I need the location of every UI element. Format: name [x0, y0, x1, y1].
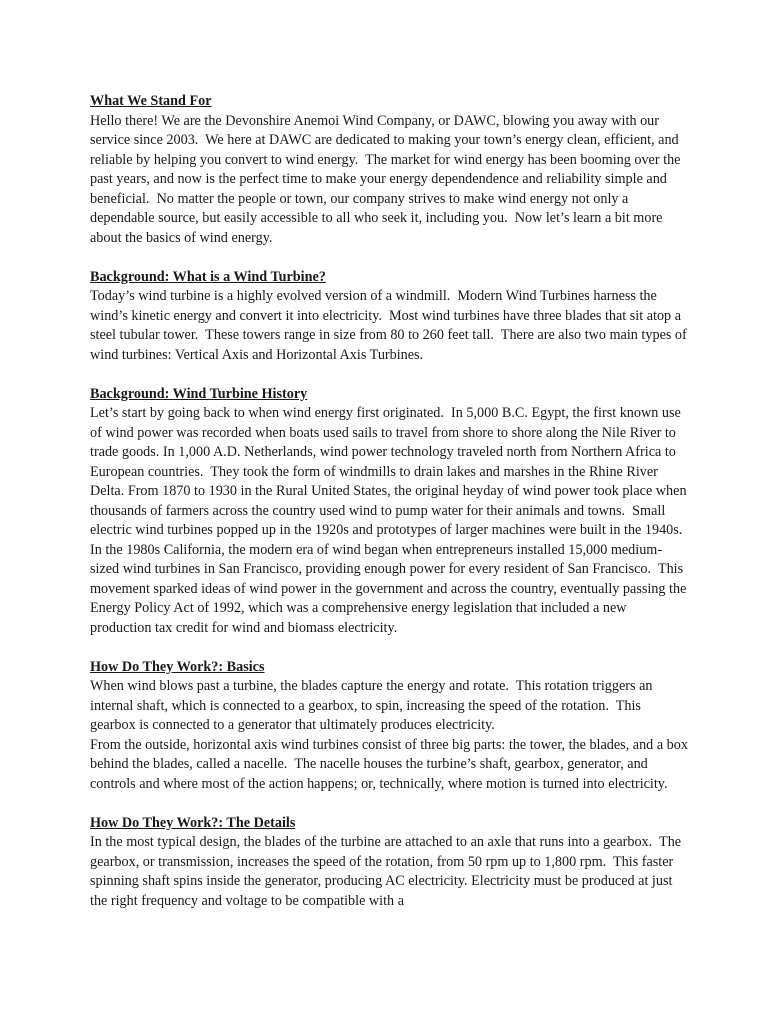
- section-how-do-they-work-basics: [90, 658, 690, 795]
- section-how-do-they-work-details: [90, 814, 690, 912]
- section-what-is-a-wind-turbine: [90, 268, 690, 366]
- section-heading: Background: Wind Turbine History: [90, 385, 308, 402]
- section-paragraph: From the outside, horizontal axis wind turbines consist of three big parts: the tower, the blades, and a box behind the blades, called a nacelle. The nacelle houses the turbine’s shaft, gearbox, generator, and controls and where most of the action happens; or, technically, where motion is turned into electricity.: [90, 736, 692, 792]
- section-heading: How Do They Work?: Basics: [90, 658, 265, 675]
- section-wind-turbine-history: [90, 385, 690, 639]
- section-paragraph: Let’s start by going back to when wind energy first originated. In 5,000 B.C. Egypt, the first known use of wind power was recorded when boats used sails to travel from shore to shore along the Nile River to trade goods. In 1,000 A.D. Netherlands, wind power technology traveled north from Northern Africa to European countries. They took the form of windmills to drain lakes and marshes in the Rhine River Delta. From 1870 to 1930 in the Rural United States, the original heyday of wind power took place when thousands of farmers across the country used wind to pump water for their animals and towns. Small electric wind turbines popped up in the 1920s and prototypes of larger machines were built in the 1940s. In the 1980s California, the modern era of wind began when entrepreneurs installed 15,000 medium-sized wind turbines in San Francisco, providing enough power for every resident of San Francisco. This movement sparked ideas of wind power in the government and across the country, eventually passing the Energy Policy Act of 1992, which was a comprehensive energy legislation that included a new production tax credit for wind and biomass electricity.: [90, 405, 691, 636]
- section-paragraph: In the most typical design, the blades of the turbine are attached to an axle that runs into a gearbox. The gearbox, or transmission, increases the speed of the rotation, from 50 rpm up to 1,800 rpm. This faster spinning shaft spins inside the generator, producing AC electricity. Electricity must be produced at just the right frequency and voltage to be compatible with a: [90, 834, 685, 909]
- section-heading: How Do They Work?: The Details: [90, 814, 296, 831]
- section-paragraph: Today’s wind turbine is a highly evolved version of a windmill. Modern Wind Turbines harness the wind’s kinetic energy and convert it into electricity. Most wind turbines have three blades that sit atop a steel tubular tower. These towers range in size from 80 to 260 feet tall. There are also two main types of wind turbines: Vertical Axis and Horizontal Axis Turbines.: [90, 288, 691, 363]
- section-paragraph: When wind blows past a turbine, the blades capture the energy and rotate. This rotation triggers an internal shaft, which is connected to a gearbox, to spin, increasing the speed of the rotation. This gearbox is connected to a generator that ultimately produces electricity.: [90, 678, 657, 733]
- section-what-we-stand-for: [90, 92, 690, 248]
- section-heading: Background: What is a Wind Turbine?: [90, 268, 326, 285]
- section-heading: What We Stand For: [90, 93, 212, 109]
- section-paragraph: Hello there! We are the Devonshire Anemoi Wind Company, or DAWC, blowing you away with our service since 2003. We here at DAWC are dedicated to making your town’s energy clean, efficient, and reliable by helping you convert to wind energy. The market for wind energy has been booming over the past years, and now is the perfect time to make your energy dependendence and reliability simple and beneficial. No matter the people or town, our company strives to make wind energy not only a dependable source, but easily accessible to all who seek it, including you. Now let’s learn a bit more about the basics of wind energy.: [90, 112, 685, 246]
- document-page: [90, 92, 690, 931]
